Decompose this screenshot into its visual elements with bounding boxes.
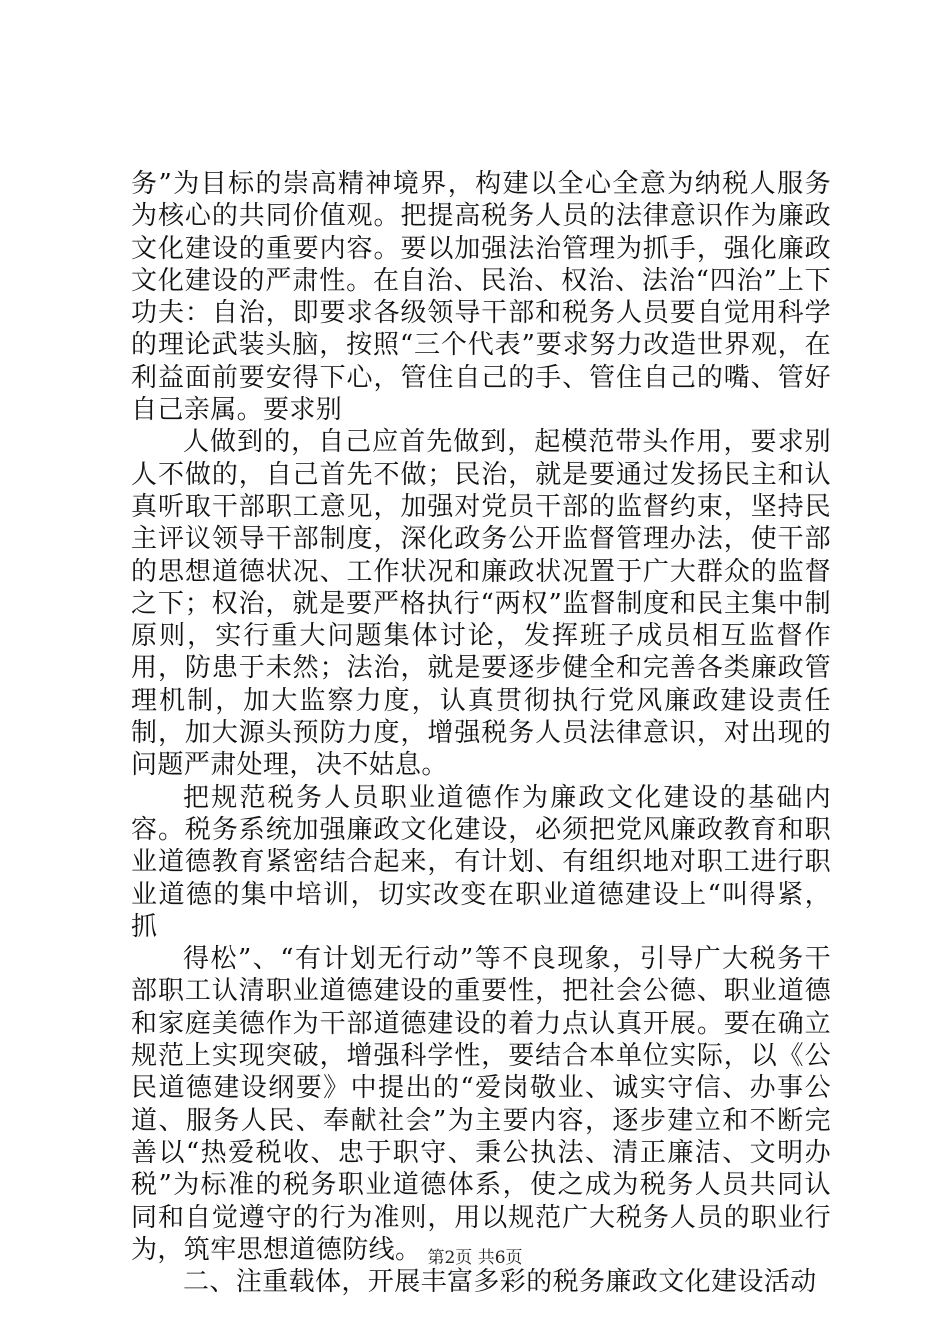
paragraph-1: 务”为目标的崇高精神境界，构建以全心全意为纳税人服务为核心的共同价值观。把提高税务人员的法律意识作为廉政文化建设的重要内容。要以加强法治管理为抓手，强化廉政文化建设的严肃性。在自治、民治、权治、法治“四治”上下功夫：自治，即要求各级领导干部和税务人员要自觉用科学的理论武装头脑，按照“三个代表”要求努力改造世界观，在利益面前要安得下心，管住自己的手、管住自己的嘴、管好自己亲属。要求别 [131,169,831,426]
paragraph-2: 人做到的，自己应首先做到，起模范带头作用，要求别人不做的，自己首先不做；民治，就是要通过发扬民主和认真听取干部职工意见，加强对党员干部的监督约束，坚持民主评议领导干部制度，深化政务公开监督管理办法，使干部的思想道德状况、工作状况和廉政状况置于广大群众的监督之下；权治，就是要严格执行“两权”监督制度和民主集中制原则，实行重大问题集体讨论，发挥班子成员相互监督作用，防患于未然；法治，就是要逐步健全和完善各类廉政管理机制，加大监察力度，认真贯彻执行党风廉政建设责任制，加大源头预防力度，增强税务人员法律意识，对出现的问题严肃处理，决不姑息。 [131,427,831,781]
section-heading: 二、注重载体，开展丰富多彩的税务廉政文化建设活动 [183,1267,817,1298]
document-body [131,168,831,1298]
page-number-footer: 第2页 共6页 [427,1248,523,1268]
paragraph-4: 得松”、“有计划无行动”等不良现象，引导广大税务干部职工认清职业道德建设的重要性，把社会公德、职业道德和家庭美德作为干部道德建设的着力点认真开展。要在确立规范上实现突破，增强科学性，要结合本单位实际，以《公民道德建设纲要》中提出的“爱岗敬业、诚实守信、办事公道、服务人民、奉献社会”为主要内容，逐步建立和不断完善以“热爱税收、忠于职守、秉公执法、清正廉洁、文明办税”为标准的税务职业道德体系，使之成为税务人员共同认同和自觉遵守的行为准则，用以规范广大税务人员的职业行为，筑牢思想道德防线。 [131,944,831,1265]
paragraph-3: 把规范税务人员职业道德作为廉政文化建设的基础内容。税务系统加强廉政文化建设，必须把党风廉政教育和职业道德教育紧密结合起来，有计划、有组织地对职工进行职业道德的集中培训，切实改变在职业道德建设上“叫得紧，抓 [131,782,831,942]
